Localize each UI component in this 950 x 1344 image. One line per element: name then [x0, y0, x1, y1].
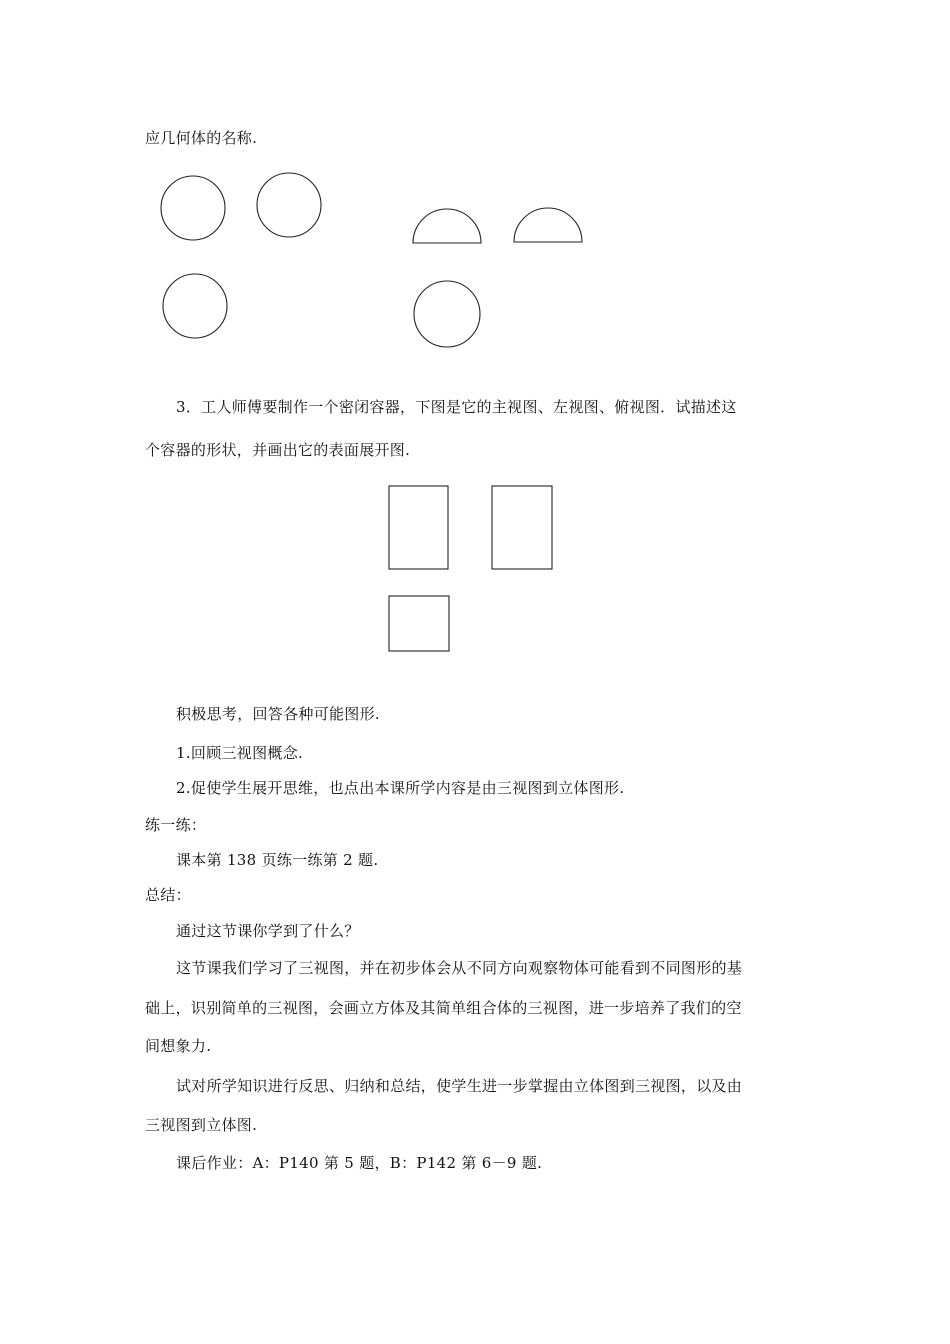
- text-line: 课后作业：A：P140 第 5 题，B：P142 第 6－9 题.: [176, 1154, 543, 1172]
- text-line: 课本第 138 页练一练第 2 题.: [176, 851, 379, 869]
- circle-view-top: [163, 274, 227, 338]
- text-line: 这节课我们学习了三视图，并在初步体会从不同方向观察物体可能看到不同图形的基: [176, 959, 743, 977]
- text-line: 2.促使学生展开思维，也点出本课所学内容是由三视图到立体图形.: [176, 779, 625, 797]
- text-line: 个容器的形状，并画出它的表面展开图.: [145, 441, 411, 459]
- semicircle-view-front: [413, 209, 481, 243]
- section-heading-practice: 练一练：: [145, 816, 207, 834]
- circle-view-left: [257, 173, 321, 237]
- circle-view-top-right: [414, 281, 480, 347]
- text-line: 础上，识别简单的三视图，会画立方体及其简单组合体的三视图，进一步培养了我们的空: [145, 999, 742, 1017]
- text-line: 3．工人师傅要制作一个密闭容器，下图是它的主视图、左视图、俯视图．试描述这: [176, 398, 737, 416]
- text-line: 积极思考，回答各种可能图形.: [176, 705, 380, 723]
- text-line: 1.回顾三视图概念.: [176, 744, 304, 762]
- rect-left-view: [492, 486, 552, 569]
- semicircle-view-left: [514, 208, 582, 242]
- rect-top-view: [389, 596, 449, 651]
- text-line: 三视图到立体图.: [145, 1116, 258, 1134]
- text-line: 间想象力.: [145, 1037, 212, 1055]
- text-line: 试对所学知识进行反思、归纳和总结，使学生进一步掌握由立体图到三视图，以及由: [176, 1077, 743, 1095]
- text-line: 应几何体的名称.: [145, 129, 258, 147]
- rect-front-view: [389, 486, 448, 569]
- text-line: 通过这节课你学到了什么？: [176, 922, 360, 940]
- circle-view-front: [161, 176, 225, 240]
- section-heading-summary: 总结：: [145, 886, 191, 904]
